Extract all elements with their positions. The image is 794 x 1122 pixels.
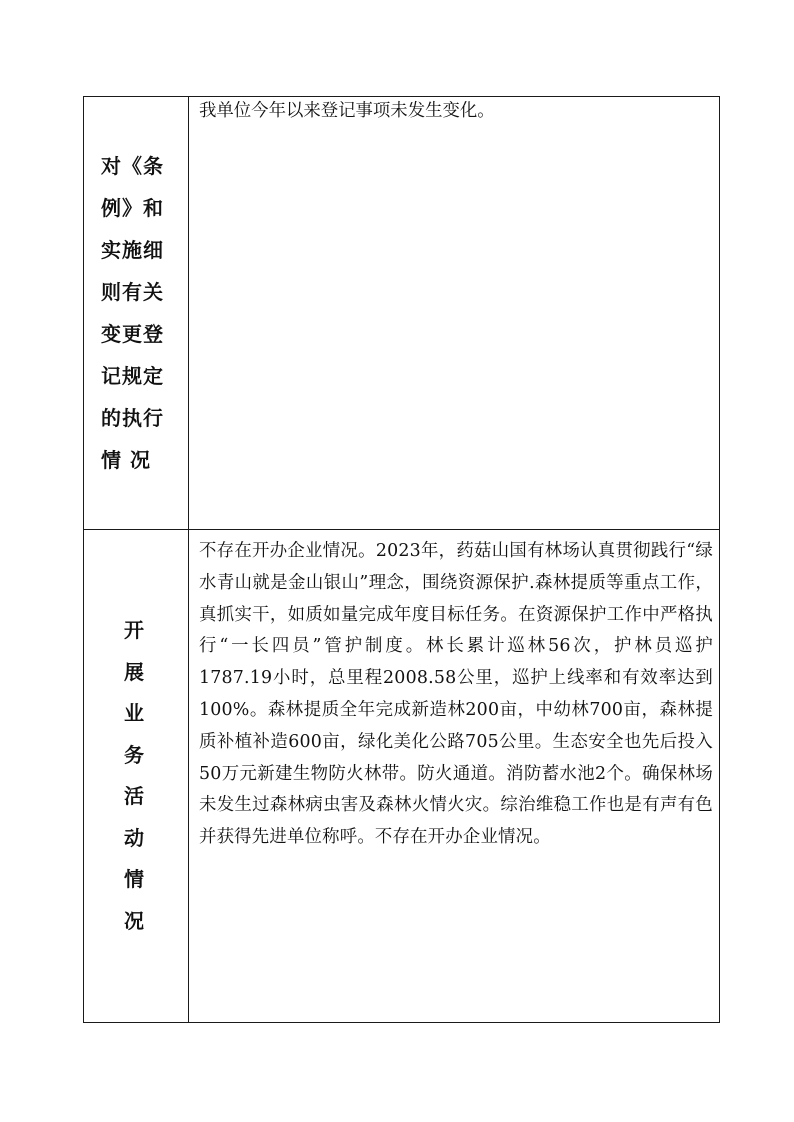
report-table — [83, 96, 720, 1023]
row-content-business-activities: 不存在开办企业情况。2023年，药菇山国有林场认真贯彻践行“绿水青山就是金山银山”理念，围绕资源保护.森林提质等重点工作，真抓实干，如质如量完成年度目标任务。在资源保护工作中严格执行“一长四员”管护制度。林长累计巡林56次，护林员巡护1787.19小时，总里程2008.58公里，巡护上线率和有效率达到100%。森林提质全年完成新造林200亩，中幼林700亩，森林提质补植补造600亩，绿化美化公路705公里。生态安全也先后投入50万元新建生物防火林带。防火通道。消防蓄水池2个。确保林场未发生过森林病虫害及森林火情火灾。综治维稳工作也是有声有色并获得先进单位称呼。不存在开办企业情况。 — [199, 541, 713, 848]
row-label-registration-changes: 对《条例》和实施细则有关变更登记规定的执行情 况 — [101, 154, 164, 472]
row-label-cell — [84, 97, 189, 530]
row-content-registration-changes: 我单位今年以来登记事项未发生变化。 — [199, 101, 495, 121]
table-row — [84, 530, 720, 1023]
row-label-business-activities: 开展业务活动情况 — [124, 618, 144, 933]
row-content-cell — [189, 530, 720, 1023]
row-label-cell — [84, 530, 189, 1023]
row-content-cell — [189, 97, 720, 530]
table-row — [84, 97, 720, 530]
